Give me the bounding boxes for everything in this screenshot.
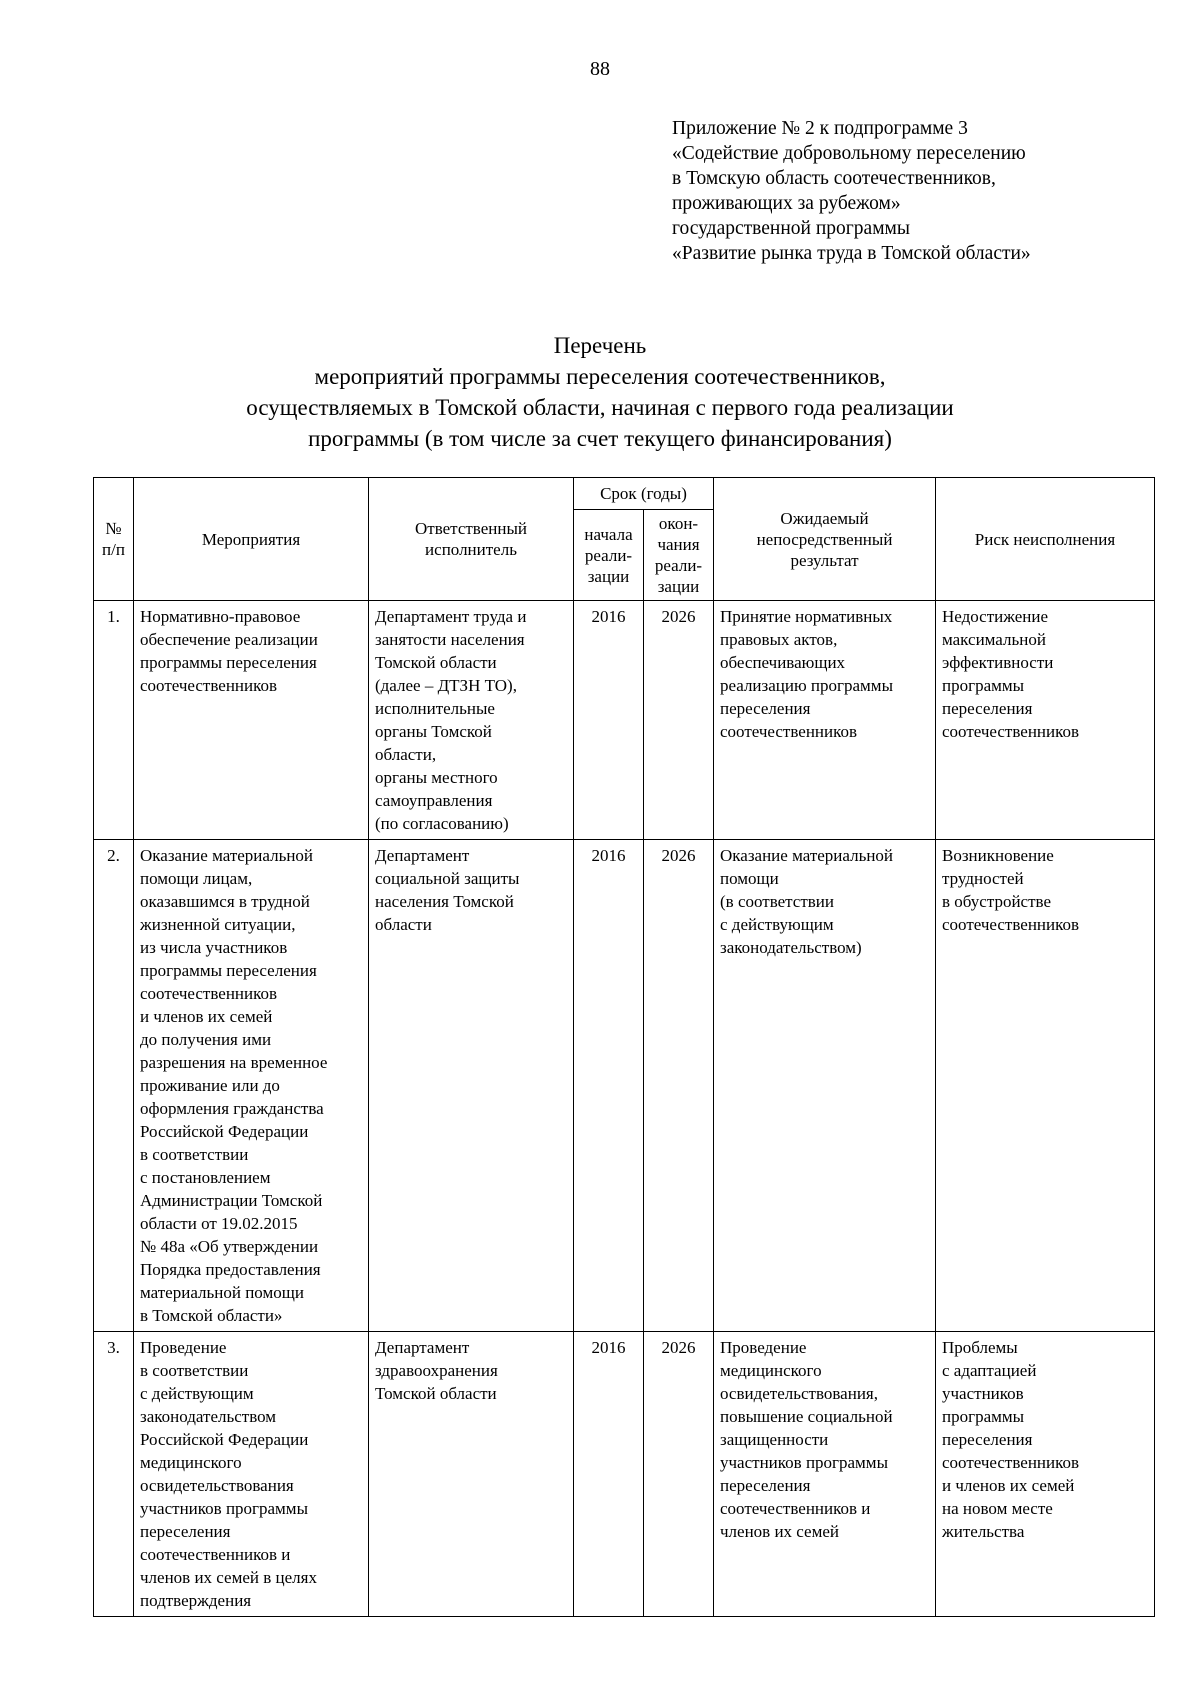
- appendix-note: [672, 116, 1172, 266]
- row-num: 2.: [94, 840, 134, 1332]
- header-end: окон- чания реали- зации: [644, 510, 714, 601]
- row-risk: Недостижение максимальной эффективности программы переселения соотечественников: [936, 601, 1155, 840]
- appendix-line: «Развитие рынка труда в Томской области»: [672, 243, 1031, 264]
- title-line: осуществляемых в Томской области, начиная с первого года реализации: [246, 395, 954, 420]
- row-start-year: 2016: [574, 840, 644, 1332]
- header-result: Ожидаемый непосредственный результат: [714, 478, 936, 601]
- header-start: начала реали- зации: [574, 510, 644, 601]
- row-start-year: 2016: [574, 1332, 644, 1617]
- title-line: программы (в том числе за счет текущего финансирования): [308, 426, 892, 451]
- header-measures: Мероприятия: [134, 478, 369, 601]
- row-executor: Департамент социальной защиты населения Томской области: [369, 840, 574, 1332]
- table-row: [94, 1332, 1155, 1617]
- row-num: 1.: [94, 601, 134, 840]
- header-num: № п/п: [94, 478, 134, 601]
- table-row: [94, 840, 1155, 1332]
- header-risk: Риск неисполнения: [936, 478, 1155, 601]
- row-risk: Проблемы с адаптацией участников программы переселения соотечественников и членов их семей на новом месте жительства: [936, 1332, 1155, 1617]
- document-title: [0, 330, 1200, 454]
- row-result: Оказание материальной помощи (в соответствии с действующим законодательством): [714, 840, 936, 1332]
- row-end-year: 2026: [644, 1332, 714, 1617]
- appendix-line: «Содействие добровольному переселению: [672, 143, 1026, 164]
- row-start-year: 2016: [574, 601, 644, 840]
- title-line: Перечень: [553, 333, 647, 358]
- row-measure: Проведение в соответствии с действующим законодательством Российской Федерации медицинского освидетельствования участников программы переселения соотечественников и членов их семей в целях подтверждения: [134, 1332, 369, 1617]
- header-period: Срок (годы): [574, 478, 714, 510]
- appendix-line: государственной программы: [672, 218, 910, 239]
- measures-table: [93, 477, 1155, 1617]
- appendix-line: в Томскую область соотечественников,: [672, 168, 996, 189]
- appendix-line: Приложение № 2 к подпрограмме 3: [672, 118, 968, 139]
- row-end-year: 2026: [644, 601, 714, 840]
- header-executor: Ответственный исполнитель: [369, 478, 574, 601]
- row-end-year: 2026: [644, 840, 714, 1332]
- row-measure: Оказание материальной помощи лицам, оказавшимся в трудной жизненной ситуации, из числа участников программы переселения соотечественников и членов их семей до получения ими разрешения на временное проживание или до оформления гражданства Российской Федерации в соответствии с постановлением Администрации Томской области от 19.02.2015 № 48а «Об утверждении Порядка предоставления материальной помощи в Томской области»: [134, 840, 369, 1332]
- title-line: мероприятий программы переселения соотечественников,: [314, 364, 886, 389]
- row-result: Проведение медицинского освидетельствования, повышение социальной защищенности участников программы переселения соотечественников и членов их семей: [714, 1332, 936, 1617]
- table-row: [94, 601, 1155, 840]
- row-num: 3.: [94, 1332, 134, 1617]
- page-number: 88: [590, 58, 610, 80]
- row-result: Принятие нормативных правовых актов, обеспечивающих реализацию программы переселения соотечественников: [714, 601, 936, 840]
- row-risk: Возникновение трудностей в обустройстве соотечественников: [936, 840, 1155, 1332]
- row-measure: Нормативно-правовое обеспечение реализации программы переселения соотечественников: [134, 601, 369, 840]
- row-executor: Департамент здравоохранения Томской области: [369, 1332, 574, 1617]
- table-header-row: [94, 478, 1155, 510]
- appendix-line: проживающих за рубежом»: [672, 193, 901, 214]
- row-executor: Департамент труда и занятости населения Томской области (далее – ДТЗН ТО), исполнительные органы Томской области, органы местного самоуправления (по согласованию): [369, 601, 574, 840]
